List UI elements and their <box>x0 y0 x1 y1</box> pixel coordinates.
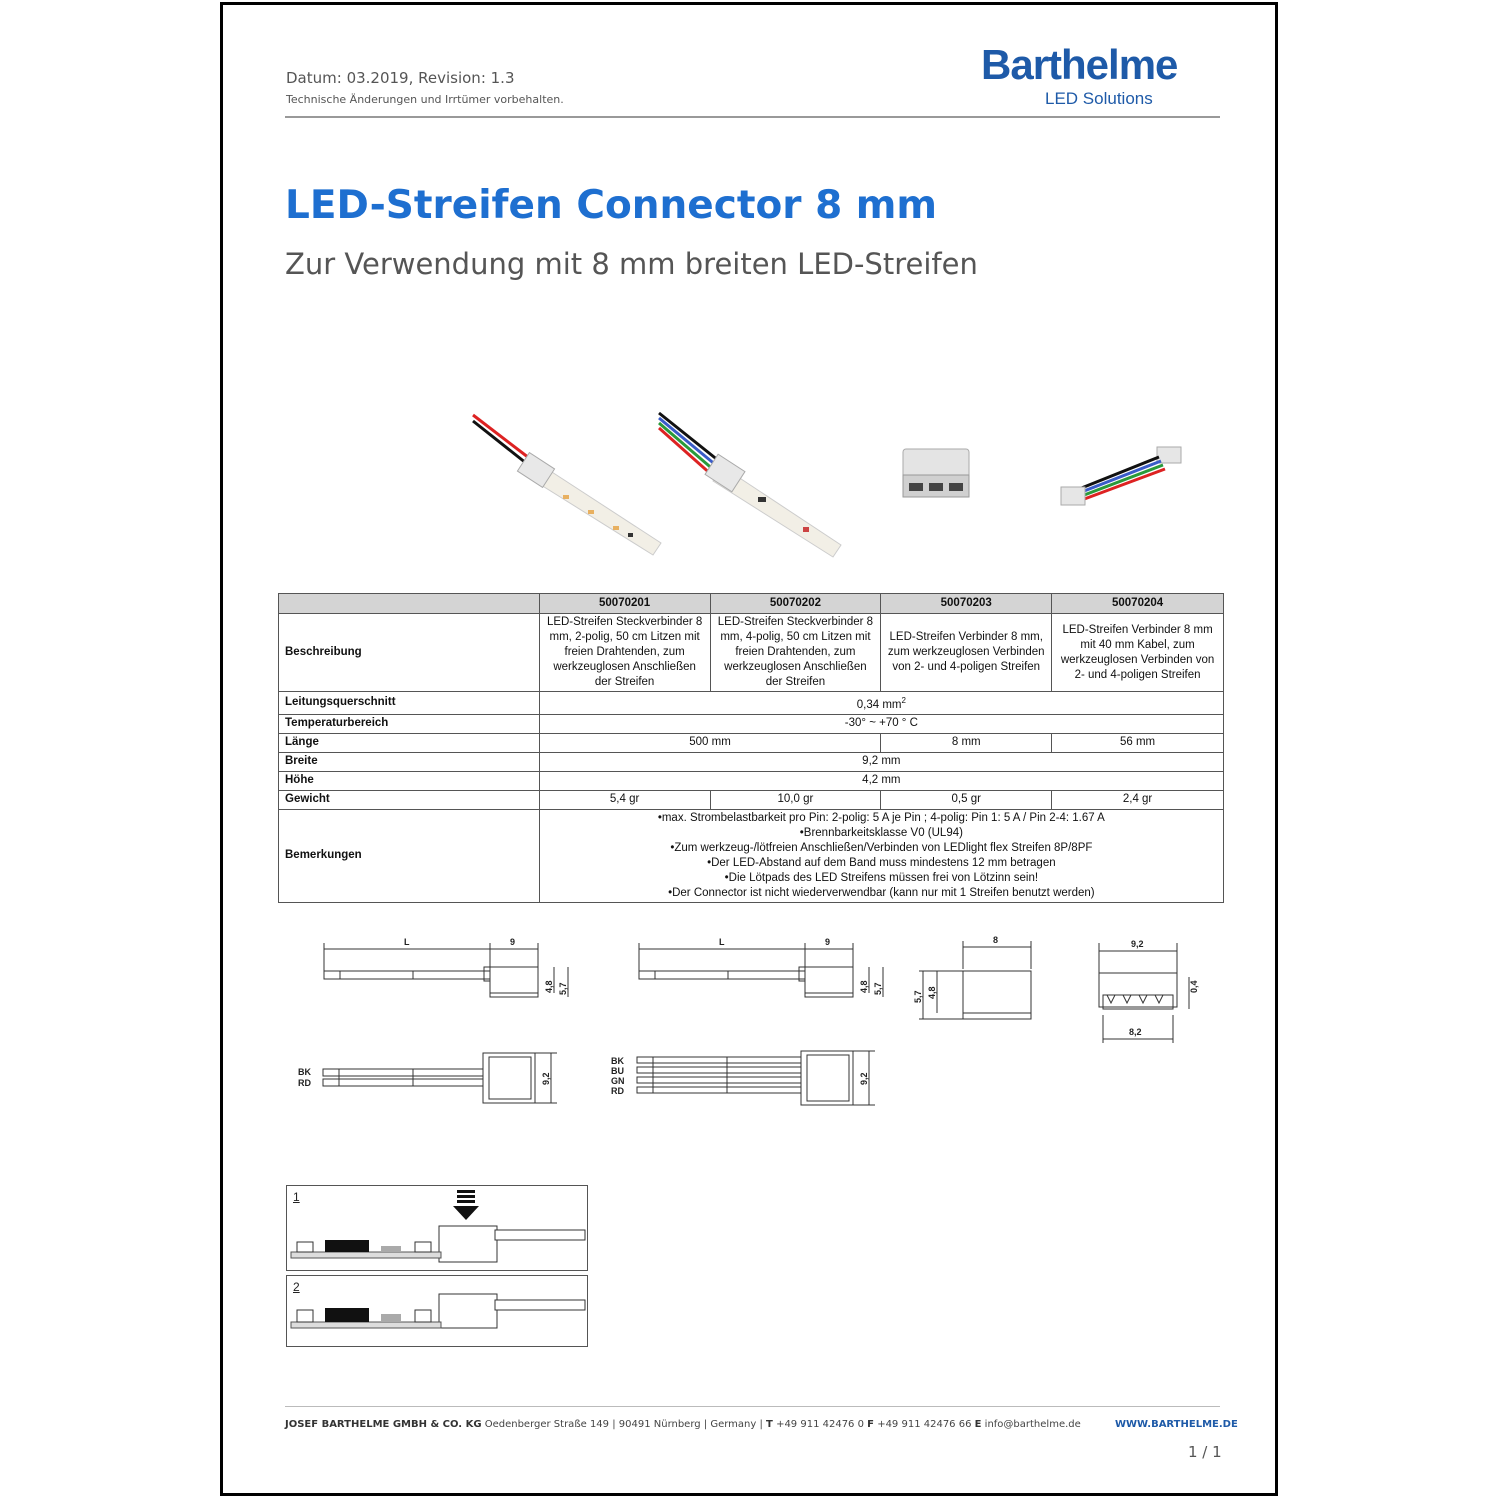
step-2-illustration <box>287 1276 587 1346</box>
leitung-value: 0,34 mm <box>856 698 902 711</box>
table-row-leitung <box>279 692 1224 715</box>
header-divider <box>285 116 1220 118</box>
dim-label: 4,8 <box>544 980 554 993</box>
table-row-gewicht <box>279 790 1224 809</box>
table-header-cell: 50070203 <box>881 594 1052 614</box>
remark-line: •Der Connector ist nicht wiederverwendbar (kann nur mit 1 Streifen benutzt werden) <box>668 886 1095 899</box>
row-label: Höhe <box>279 771 540 790</box>
dim-label: 5,7 <box>558 982 568 995</box>
footer-e-label: E <box>974 1419 982 1430</box>
drawing-front-view <box>1093 933 1223 1045</box>
remark-line: •Der LED-Abstand auf dem Band muss mindestens 12 mm betragen <box>707 856 1056 869</box>
row-label: Temperaturbereich <box>279 714 540 733</box>
footer-address: Oedenberger Straße 149 | 90491 Nürnberg | Germany <box>484 1419 757 1430</box>
logo-name: Barthelme <box>981 41 1178 88</box>
datasheet-page <box>220 2 1278 1496</box>
page-number: 1 / 1 <box>1188 1443 1222 1461</box>
dim-label: 9,2 <box>1131 939 1144 949</box>
dim-label: 5,7 <box>873 982 883 995</box>
footer-email[interactable]: info@barthelme.de <box>984 1419 1081 1430</box>
drawing-4pol-side <box>633 933 898 1005</box>
footer-phone: +49 911 42476 0 <box>776 1419 864 1430</box>
row-label: Bemerkungen <box>279 809 540 902</box>
table-row-temperatur <box>279 714 1224 733</box>
dim-label: 8 <box>993 935 999 945</box>
drawing-2pol-side <box>318 933 583 1005</box>
footer-website-link[interactable]: WWW.BARTHELME.DE <box>1115 1419 1238 1430</box>
assembly-step-1 <box>286 1185 588 1271</box>
table-cell: -30° ~ +70 ° C <box>539 714 1223 733</box>
product-photo-verbinder <box>897 439 977 511</box>
dim-label: 9 <box>510 937 516 947</box>
remark-line: •Brennbarkeitsklasse V0 (UL94) <box>799 826 963 839</box>
wire-label-bk: BK <box>611 1056 624 1066</box>
dim-label: 4,8 <box>859 980 869 993</box>
table-cell: 5,4 gr <box>539 790 710 809</box>
drawing-2pol-top <box>321 1045 561 1113</box>
page-title: LED-Streifen Connector 8 mm <box>285 183 938 228</box>
table-row-hoehe <box>279 771 1224 790</box>
row-label: Breite <box>279 752 540 771</box>
logo-subline: LED Solutions <box>1045 89 1153 108</box>
table-header-empty <box>279 594 540 614</box>
dim-label: L <box>719 937 725 947</box>
table-cell: LED-Streifen Steckverbinder 8 mm, 4-polig, 50 cm Litzen mit freien Drahtenden, zum werkzeuglosen Anschließen der Streifen <box>710 614 881 692</box>
step-1-illustration <box>287 1186 587 1270</box>
table-row-bemerkungen <box>279 809 1224 902</box>
footer-fax: +49 911 42476 66 <box>877 1419 972 1430</box>
table-cell: 56 mm <box>1052 733 1224 752</box>
row-label: Leitungsquerschnitt <box>279 692 540 715</box>
table-cell <box>539 692 1223 715</box>
table-row-beschreibung <box>279 614 1224 692</box>
wire-label-bk: BK <box>298 1067 311 1077</box>
table-cell: 8 mm <box>881 733 1052 752</box>
table-row-laenge <box>279 733 1224 752</box>
dim-label: 5,7 <box>913 990 923 1003</box>
table-cell: 0,5 gr <box>881 790 1052 809</box>
dim-label: 0,4 <box>1189 980 1199 993</box>
table-cell: LED-Streifen Verbinder 8 mm mit 40 mm Kabel, zum werkzeuglosen Verbinden von 2- und 4-poligen Streifen <box>1052 614 1224 692</box>
product-photo-2pol <box>473 415 661 555</box>
row-label: Gewicht <box>279 790 540 809</box>
step-number: 2 <box>293 1280 300 1294</box>
table-cell: LED-Streifen Steckverbinder 8 mm, 2-polig, 50 cm Litzen mit freien Drahtenden, zum werkzeuglosen Anschließen der Streifen <box>539 614 710 692</box>
footer-t-label: T <box>766 1419 773 1430</box>
page-subtitle: Zur Verwendung mit 8 mm breiten LED-Streifen <box>285 247 978 281</box>
table-cell: 2,4 gr <box>1052 790 1224 809</box>
spec-table <box>278 593 1224 903</box>
table-header-row <box>279 594 1224 614</box>
wire-label-gn: GN <box>611 1076 625 1086</box>
dim-label: 8,2 <box>1129 1027 1142 1037</box>
table-cell: LED-Streifen Verbinder 8 mm, zum werkzeuglosen Verbinden von 2- und 4-poligen Streifen <box>881 614 1052 692</box>
footer-f-label: F <box>867 1419 874 1430</box>
step-number: 1 <box>293 1190 300 1204</box>
dim-label: 9,2 <box>859 1072 869 1085</box>
assembly-step-2 <box>286 1275 588 1347</box>
wire-label-rd: RD <box>298 1078 311 1088</box>
table-cell <box>539 809 1223 902</box>
table-cell: 4,2 mm <box>539 771 1223 790</box>
table-cell: 9,2 mm <box>539 752 1223 771</box>
remark-line: •Zum werkzeug-/lötfreien Anschließen/Verbinden von LEDlight flex Streifen 8P/8PF <box>670 841 1093 854</box>
table-header-cell: 50070201 <box>539 594 710 614</box>
product-photo-4pol <box>659 413 841 557</box>
dim-label: L <box>404 937 410 947</box>
footer-divider <box>285 1406 1220 1407</box>
product-photo-verbinder-kabel <box>1057 443 1187 513</box>
wire-label-bu: BU <box>611 1066 624 1076</box>
product-photos-strips <box>463 409 863 561</box>
row-label: Länge <box>279 733 540 752</box>
header-date-revision: Datum: 03.2019, Revision: 1.3 <box>286 69 515 87</box>
footer-company-name: JOSEF BARTHELME GMBH & CO. KG <box>285 1419 482 1430</box>
drawing-verbinder <box>913 933 1043 1023</box>
wire-label-rd: RD <box>611 1086 624 1096</box>
table-header-cell: 50070204 <box>1052 594 1224 614</box>
remark-line: •max. Strombelastbarkeit pro Pin: 2-polig: 5 A je Pin ; 4-polig: Pin 1: 5 A / Pin 2-4: 1.67 A <box>657 811 1105 824</box>
row-label: Beschreibung <box>279 614 540 692</box>
dim-label: 9,2 <box>541 1072 551 1085</box>
table-cell: 500 mm <box>539 733 881 752</box>
drawing-4pol-top <box>635 1045 885 1117</box>
table-header-cell: 50070202 <box>710 594 881 614</box>
dim-label: 9 <box>825 937 831 947</box>
dim-label: 4,8 <box>927 986 937 999</box>
footer-company: JOSEF BARTHELME GMBH & CO. KG Oedenberger Straße 149 | 90491 Nürnberg | Germany | T +49 911 42476 0 F +49 911 42476 66 E info@barthelme.de <box>285 1419 1081 1430</box>
leitung-sup: 2 <box>901 696 906 705</box>
table-row-breite <box>279 752 1224 771</box>
remark-line: •Die Lötpads des LED Streifens müssen frei von Lötzinn sein! <box>724 871 1039 884</box>
header-disclaimer: Technische Änderungen und Irrtümer vorbehalten. <box>286 93 564 106</box>
table-cell: 10,0 gr <box>710 790 881 809</box>
